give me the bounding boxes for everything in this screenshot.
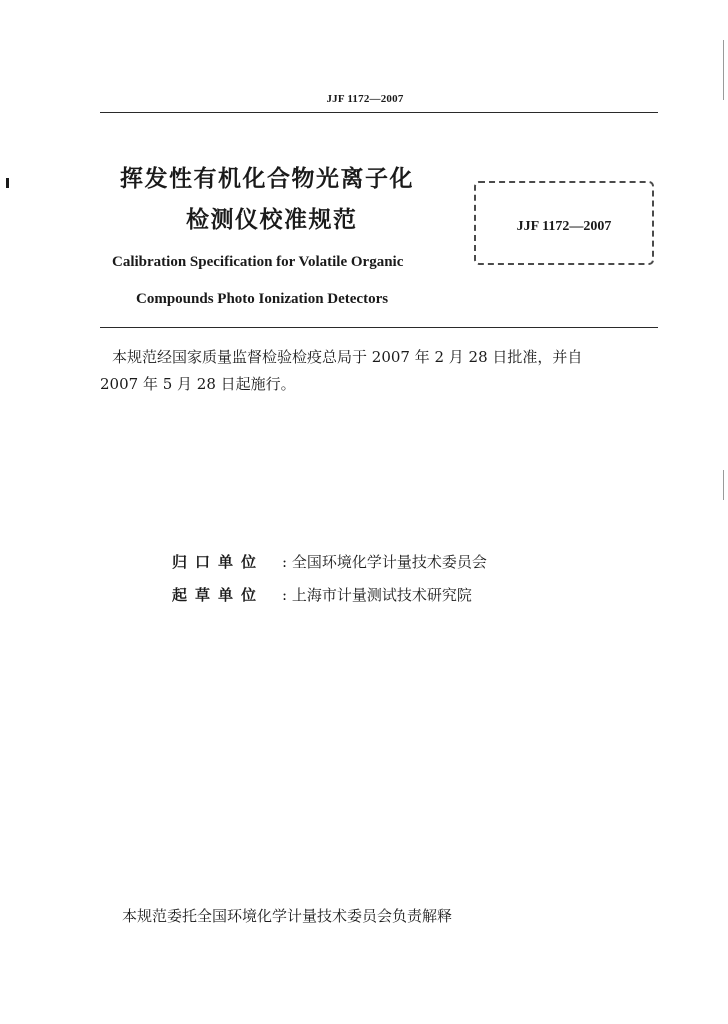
approval-statement-line1: 本规范经国家质量监督检验检疫总局于 2007 年 2 月 28 日批准，并自: [112, 348, 583, 366]
scan-edge-speckle: [723, 470, 724, 500]
header-standard-code: JJF 1172—2007: [326, 93, 404, 105]
unit-separator: :: [282, 586, 288, 604]
scan-artifact-mark: [6, 178, 9, 188]
title-chinese-line1: 挥发性有机化合物光离子化: [120, 166, 414, 192]
unit-label: 归口单位: [172, 553, 265, 571]
unit-separator: :: [282, 553, 288, 571]
title-rule: [100, 327, 658, 328]
header-rule: [100, 112, 658, 113]
unit-value: 上海市计量测试技术研究院: [291, 586, 472, 604]
unit-row-drafting: [172, 584, 472, 605]
unit-value: 全国环境化学计量技术委员会: [291, 553, 487, 571]
unit-row-responsible: [172, 551, 487, 572]
standard-code-box: [474, 181, 654, 265]
scan-edge-speckle: [723, 40, 724, 100]
title-chinese-line2: 检测仪校准规范: [186, 207, 358, 233]
approval-statement-line2: 2007 年 5 月 28 日起施行。: [100, 375, 296, 393]
standard-code-box-text: JJF 1172—2007: [516, 219, 612, 234]
unit-label: 起草单位: [172, 586, 265, 604]
interpretation-note: 本规范委托全国环境化学计量技术委员会负责解释: [122, 907, 453, 925]
title-english-line1: Calibration Specification for Volatile Organic: [112, 254, 404, 270]
title-english-line2: Compounds Photo Ionization Detectors: [136, 291, 389, 307]
